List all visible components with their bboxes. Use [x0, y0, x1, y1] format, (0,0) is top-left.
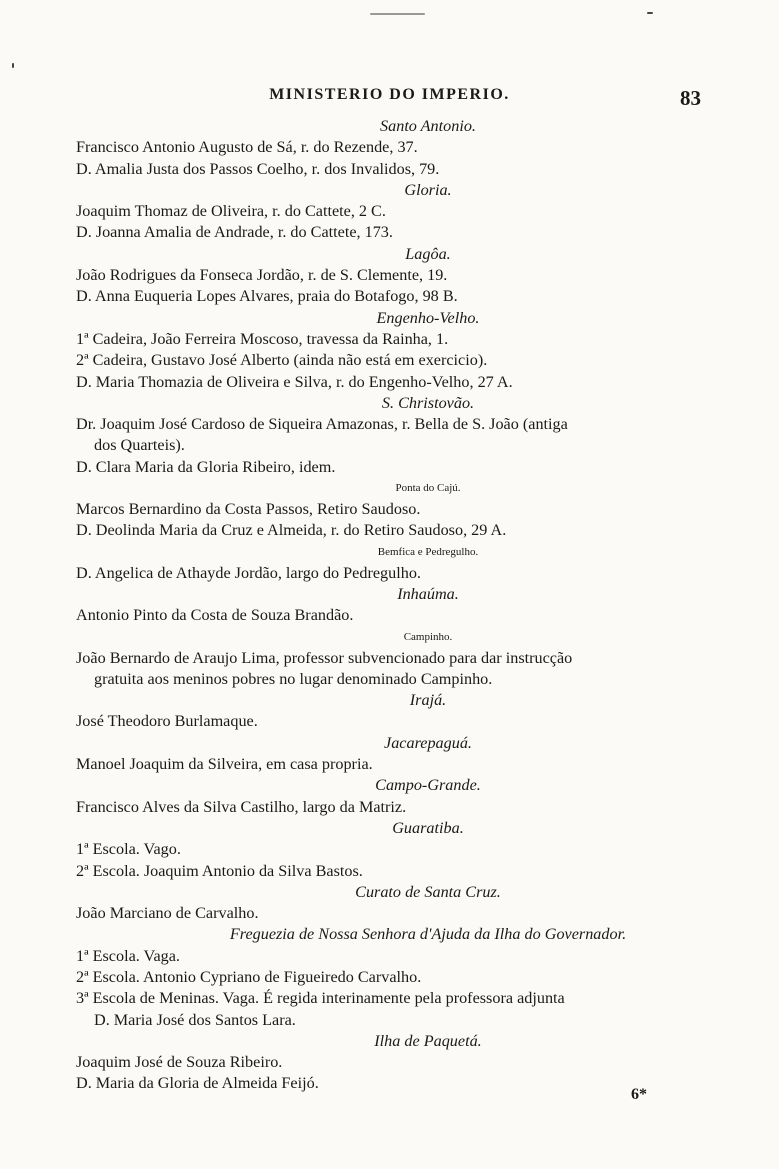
teacher-entry: Francisco Alves da Silva Castilho, largo da Matriz. [76, 797, 407, 816]
locality-heading: Inhaúma. [397, 584, 459, 603]
locality-heading: Ilha de Paquetá. [374, 1031, 482, 1050]
entry-continuation: dos Quarteis). [94, 436, 185, 455]
teacher-entry: D. Amalia Justa dos Passos Coelho, r. dos Invalidos, 79. [76, 159, 440, 178]
teacher-entry: Marcos Bernardino da Costa Passos, Retiro Saudoso. [76, 500, 421, 519]
teacher-entry: 1ª Escola. Vaga. [76, 946, 180, 965]
page-header [0, 86, 779, 114]
teacher-entry: 1ª Escola. Vago. [76, 840, 181, 859]
teacher-entry: D. Maria Thomazia de Oliveira e Silva, r. do Engenho-Velho, 27 A. [76, 372, 513, 391]
locality-heading: Gloria. [404, 180, 452, 199]
teacher-entry: João Rodrigues da Fonseca Jordão, r. de S. Clemente, 19. [76, 266, 448, 285]
locality-subheading: Ponta do Cajú. [395, 482, 461, 495]
teacher-entry: 2ª Escola. Joaquim Antonio da Silva Bastos. [76, 861, 363, 880]
locality-heading: Guaratiba. [392, 818, 464, 837]
teacher-entry: D. Angelica de Athayde Jordão, largo do Pedregulho. [76, 563, 421, 582]
teacher-entry: 2ª Escola. Antonio Cypriano de Figueiredo Carvalho. [76, 967, 422, 986]
teacher-entry: 3ª Escola de Meninas. Vaga. É regida interinamente pela professora adjunta [76, 989, 565, 1008]
locality-subheading: Campinho. [403, 630, 453, 643]
teacher-entry: João Bernardo de Araujo Lima, professor subvencionado para dar instrucção [76, 648, 573, 667]
teacher-entry: Antonio Pinto da Costa de Souza Brandão. [76, 606, 354, 625]
teacher-entry: D. Anna Euqueria Lopes Alvares, praia do Botafogo, 98 B. [76, 287, 458, 306]
teacher-entry: João Marciano de Carvalho. [76, 904, 259, 923]
teacher-entry: Joaquim José de Souza Ribeiro. [76, 1053, 283, 1072]
teacher-entry: José Theodoro Burlamaque. [76, 712, 258, 731]
ink-speck [370, 13, 425, 15]
locality-subheading: Bemfica e Pedregulho. [377, 545, 479, 558]
locality-heading: Campo-Grande. [375, 776, 481, 795]
locality-heading: Engenho-Velho. [376, 308, 480, 327]
entry-continuation: D. Maria José dos Santos Lara. [94, 1010, 296, 1029]
page-number: 83 [680, 86, 701, 110]
teacher-entry: D. Maria da Gloria de Almeida Feijó. [76, 1074, 319, 1093]
ink-speck [647, 12, 653, 14]
locality-heading: Lagôa. [405, 244, 451, 263]
locality-heading: Freguezia de Nossa Senhora d'Ajuda da Ilha do Governador. [229, 925, 627, 944]
ink-speck [12, 63, 14, 68]
signature-mark: 6* [631, 1086, 647, 1103]
teacher-entry: 1ª Cadeira, João Ferreira Moscoso, travessa da Rainha, 1. [76, 329, 449, 348]
teacher-entry: Manoel Joaquim da Silveira, em casa propria. [76, 755, 373, 774]
locality-heading: Irajá. [409, 691, 447, 710]
teacher-entry: D. Deolinda Maria da Cruz e Almeida, r. do Retiro Saudoso, 29 A. [76, 521, 507, 540]
locality-heading: Curato de Santa Cruz. [355, 882, 501, 901]
teacher-entry: 2ª Cadeira, Gustavo José Alberto (ainda não está em exercicio). [76, 351, 488, 370]
entry-continuation: gratuita aos meninos pobres no lugar denominado Campinho. [94, 669, 493, 688]
teacher-entry: D. Joanna Amalia de Andrade, r. do Cattete, 173. [76, 223, 393, 242]
directory-listing [76, 116, 710, 1095]
teacher-entry: D. Clara Maria da Gloria Ribeiro, idem. [76, 457, 336, 476]
locality-heading: S. Christovão. [381, 393, 475, 412]
teacher-entry: Joaquim Thomaz de Oliveira, r. do Cattete, 2 C. [76, 202, 386, 221]
teacher-entry: Francisco Antonio Augusto de Sá, r. do Rezende, 37. [76, 138, 418, 157]
teacher-entry: Dr. Joaquim José Cardoso de Siqueira Amazonas, r. Bella de S. João (antiga [76, 415, 568, 434]
locality-heading: Santo Antonio. [380, 117, 476, 135]
locality-heading: Jacarepaguá. [384, 733, 472, 752]
page-title: MINISTERIO DO IMPERIO. [269, 86, 510, 103]
